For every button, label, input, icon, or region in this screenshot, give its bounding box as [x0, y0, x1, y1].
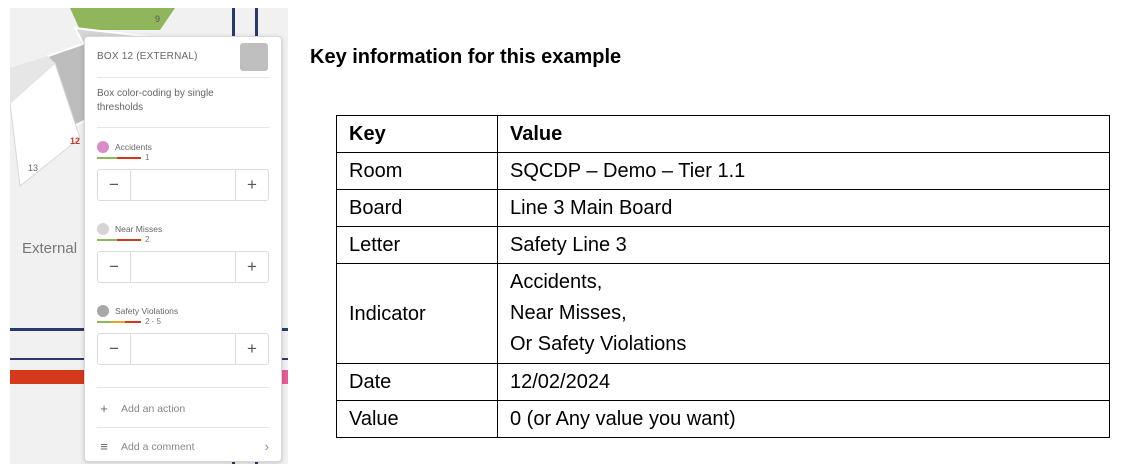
app-screenshot: [10, 8, 288, 464]
table-row: [337, 264, 1110, 364]
increment-button[interactable]: +: [235, 170, 268, 200]
row-value: 0 (or Any value you want): [498, 401, 1110, 438]
add-action-button[interactable]: [97, 401, 269, 421]
decrement-button[interactable]: −: [98, 334, 131, 364]
box-color-swatch[interactable]: [240, 43, 268, 71]
increment-button[interactable]: +: [235, 334, 268, 364]
table-row: [337, 364, 1110, 401]
row-value-line: Accidents,: [510, 271, 603, 293]
divider: [97, 427, 269, 428]
comment-lines-icon: ≡: [100, 439, 108, 454]
threshold-scale-icon: [97, 157, 141, 159]
value-stepper: [97, 169, 269, 201]
indicator-color-dot: [97, 305, 109, 317]
indicator-color-dot: [97, 223, 109, 235]
value-stepper: [97, 251, 269, 283]
row-key: Value: [337, 401, 498, 438]
add-action-label: Add an action: [121, 403, 186, 415]
value-input[interactable]: [132, 336, 236, 362]
box-settings-popup: [84, 36, 282, 462]
add-comment-label: Add a comment: [121, 441, 195, 453]
column-header-key: Key: [337, 116, 498, 153]
indicator-label: Safety Violations: [115, 306, 179, 316]
row-value-line: Or Safety Violations: [510, 333, 687, 355]
indicator-color-dot: [97, 141, 109, 153]
value-input[interactable]: [132, 172, 236, 198]
indicator-threshold: 1: [145, 153, 150, 162]
key-value-table: [336, 115, 1110, 438]
row-key: Board: [337, 190, 498, 227]
section-heading: Key information for this example: [310, 46, 622, 68]
chevron-right-icon: ›: [264, 439, 269, 454]
threshold-scale-icon: [97, 321, 141, 323]
table-header-row: [337, 116, 1110, 153]
value-input[interactable]: [132, 254, 236, 280]
row-value: SQCDP – Demo – Tier 1.1: [498, 153, 1110, 190]
column-header-value: Value: [498, 116, 1110, 153]
table-row: [337, 227, 1110, 264]
row-value-line: Near Misses,: [510, 302, 627, 324]
row-key: Indicator: [337, 264, 498, 364]
popup-description: Box color-coding by single thresholds: [97, 88, 214, 113]
divider: [97, 127, 269, 128]
threshold-scale-icon: [97, 239, 141, 241]
indicator-threshold: 2 - 5: [145, 317, 162, 326]
indicator-threshold: 2: [145, 235, 150, 244]
divider: [97, 387, 269, 388]
decrement-button[interactable]: −: [98, 252, 131, 282]
table-row: [337, 190, 1110, 227]
box-number-9: 9: [155, 14, 161, 24]
table-row: [337, 401, 1110, 438]
row-value: 12/02/2024: [498, 364, 1110, 401]
divider: [97, 77, 269, 78]
add-comment-button[interactable]: [97, 439, 269, 459]
decrement-button[interactable]: −: [98, 170, 131, 200]
box-number-12: 12: [70, 136, 81, 146]
row-value: Line 3 Main Board: [498, 190, 1110, 227]
table-row: [337, 153, 1110, 190]
box-number-13: 13: [28, 163, 39, 173]
row-value: [498, 264, 1110, 364]
popup-title: BOX 12 (EXTERNAL): [97, 51, 198, 62]
value-stepper: [97, 333, 269, 365]
indicator-label: Near Misses: [115, 224, 163, 234]
row-key: Letter: [337, 227, 498, 264]
area-label-external: External: [22, 240, 78, 257]
row-value: Safety Line 3: [498, 227, 1110, 264]
row-key: Room: [337, 153, 498, 190]
indicator-label: Accidents: [115, 142, 152, 152]
row-key: Date: [337, 364, 498, 401]
increment-button[interactable]: +: [235, 252, 268, 282]
plus-icon: +: [100, 401, 108, 416]
